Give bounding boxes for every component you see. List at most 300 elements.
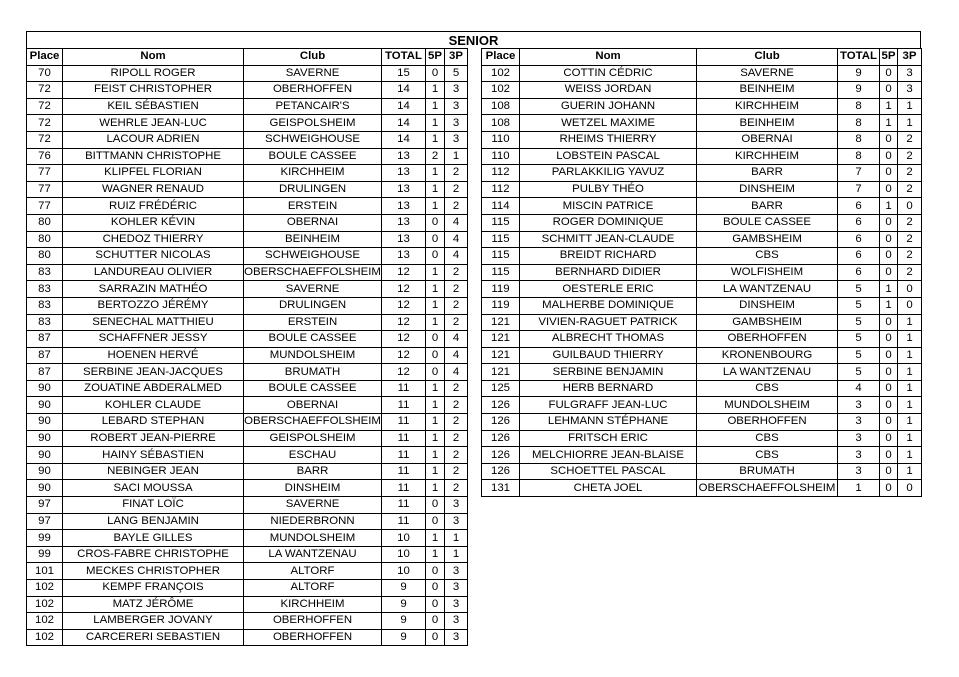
- cell-total: 11: [382, 414, 426, 431]
- table-row: [27, 314, 468, 331]
- header-name: Nom: [520, 49, 697, 66]
- cell-3p: 1: [445, 530, 468, 547]
- cell-club: MUNDOLSHEIM: [244, 347, 382, 364]
- cell-club: BOULE CASSEE: [697, 214, 838, 231]
- cell-3p: 3: [445, 497, 468, 514]
- cell-3p: 2: [445, 447, 468, 464]
- cell-club: BEINHEIM: [697, 82, 838, 99]
- cell-3p: 1: [898, 447, 922, 464]
- cell-5p: 0: [880, 480, 898, 497]
- cell-total: 9: [838, 65, 880, 82]
- cell-5p: 1: [426, 463, 445, 480]
- cell-place: 90: [27, 414, 63, 431]
- cell-name: SCHUTTER NICOLAS: [63, 248, 244, 265]
- cell-3p: 1: [898, 430, 922, 447]
- cell-name: MELCHIORRE JEAN-BLAISE: [520, 447, 697, 464]
- cell-5p: 0: [880, 364, 898, 381]
- cell-club: SAVERNE: [244, 497, 382, 514]
- cell-name: WETZEL MAXIME: [520, 115, 697, 132]
- tables-area: [26, 48, 921, 648]
- cell-5p: 1: [426, 480, 445, 497]
- table-row: [27, 248, 468, 265]
- cell-total: 10: [382, 546, 426, 563]
- cell-total: 15: [382, 65, 426, 82]
- cell-3p: 1: [898, 380, 922, 397]
- cell-name: ROBERT JEAN-PIERRE: [63, 430, 244, 447]
- cell-3p: 4: [445, 364, 468, 381]
- cell-name: ALBRECHT THOMAS: [520, 331, 697, 348]
- header-5p: 5P: [426, 49, 445, 66]
- table-row: [27, 580, 468, 597]
- cell-club: CBS: [697, 248, 838, 265]
- cell-club: BOULE CASSEE: [244, 331, 382, 348]
- table-row: [27, 414, 468, 431]
- cell-5p: 1: [880, 198, 898, 215]
- table-row: [27, 214, 468, 231]
- cell-5p: 2: [426, 148, 445, 165]
- cell-name: LEHMANN STÉPHANE: [520, 414, 697, 431]
- cell-place: 83: [27, 281, 63, 298]
- cell-3p: 3: [445, 580, 468, 597]
- cell-name: HAINY SÉBASTIEN: [63, 447, 244, 464]
- cell-total: 9: [382, 580, 426, 597]
- cell-club: BRUMATH: [697, 463, 838, 480]
- cell-club: SCHWEIGHOUSE: [244, 131, 382, 148]
- table-row: [482, 231, 922, 248]
- cell-place: 97: [27, 497, 63, 514]
- cell-5p: 1: [426, 115, 445, 132]
- cell-3p: 2: [898, 165, 922, 182]
- cell-5p: 1: [426, 447, 445, 464]
- cell-club: ESCHAU: [244, 447, 382, 464]
- cell-club: MUNDOLSHEIM: [244, 530, 382, 547]
- cell-name: BREIDT RICHARD: [520, 248, 697, 265]
- cell-club: ERSTEIN: [244, 198, 382, 215]
- cell-total: 3: [838, 447, 880, 464]
- table-row: [27, 65, 468, 82]
- table-row: [27, 198, 468, 215]
- cell-club: SAVERNE: [697, 65, 838, 82]
- cell-total: 14: [382, 82, 426, 99]
- header-club: Club: [697, 49, 838, 66]
- cell-club: GEISPOLSHEIM: [244, 430, 382, 447]
- cell-5p: 0: [426, 613, 445, 630]
- cell-place: 87: [27, 331, 63, 348]
- cell-club: BRUMATH: [244, 364, 382, 381]
- cell-total: 3: [838, 414, 880, 431]
- cell-name: LANG BENJAMIN: [63, 513, 244, 530]
- table-row: [27, 231, 468, 248]
- cell-name: SARRAZIN MATHÉO: [63, 281, 244, 298]
- cell-club: ALTORF: [244, 580, 382, 597]
- cell-3p: 0: [898, 480, 922, 497]
- cell-total: 12: [382, 264, 426, 281]
- cell-total: 9: [382, 613, 426, 630]
- cell-name: SCHOETTEL PASCAL: [520, 463, 697, 480]
- cell-club: WOLFISHEIM: [697, 264, 838, 281]
- cell-5p: 0: [880, 165, 898, 182]
- cell-club: MUNDOLSHEIM: [697, 397, 838, 414]
- cell-3p: 1: [898, 463, 922, 480]
- cell-5p: 0: [880, 65, 898, 82]
- cell-3p: 2: [445, 181, 468, 198]
- table-row: [27, 264, 468, 281]
- cell-total: 10: [382, 563, 426, 580]
- cell-name: CHEDOZ THIERRY: [63, 231, 244, 248]
- cell-5p: 1: [426, 297, 445, 314]
- cell-total: 6: [838, 214, 880, 231]
- table-row: [27, 546, 468, 563]
- header-row: [482, 49, 922, 66]
- cell-name: FRITSCH ERIC: [520, 430, 697, 447]
- table-row: [482, 430, 922, 447]
- cell-3p: 2: [898, 181, 922, 198]
- cell-name: MECKES CHRISTOPHER: [63, 563, 244, 580]
- cell-club: BOULE CASSEE: [244, 148, 382, 165]
- cell-club: BOULE CASSEE: [244, 380, 382, 397]
- cell-club: NIEDERBRONN: [244, 513, 382, 530]
- sheet-title: SENIOR: [26, 31, 921, 48]
- table-row: [482, 181, 922, 198]
- cell-5p: 1: [426, 181, 445, 198]
- cell-total: 5: [838, 347, 880, 364]
- cell-total: 5: [838, 314, 880, 331]
- table-row: [27, 148, 468, 165]
- cell-place: 108: [482, 115, 520, 132]
- cell-total: 14: [382, 115, 426, 132]
- cell-total: 11: [382, 380, 426, 397]
- cell-3p: 1: [898, 347, 922, 364]
- cell-name: MISCIN PATRICE: [520, 198, 697, 215]
- cell-club: LA WANTZENAU: [697, 364, 838, 381]
- cell-5p: 1: [426, 198, 445, 215]
- cell-club: OBERNAI: [697, 131, 838, 148]
- cell-total: 8: [838, 115, 880, 132]
- cell-5p: 0: [880, 181, 898, 198]
- table-row: [27, 397, 468, 414]
- cell-3p: 3: [898, 65, 922, 82]
- cell-club: OBERSCHAEFFOLSHEIM: [697, 480, 838, 497]
- cell-3p: 4: [445, 331, 468, 348]
- header-club: Club: [244, 49, 382, 66]
- cell-name: ROGER DOMINIQUE: [520, 214, 697, 231]
- cell-place: 72: [27, 131, 63, 148]
- header-place: Place: [482, 49, 520, 66]
- cell-place: 102: [27, 596, 63, 613]
- cell-5p: 0: [426, 248, 445, 265]
- table-row: [482, 314, 922, 331]
- cell-place: 76: [27, 148, 63, 165]
- cell-place: 125: [482, 380, 520, 397]
- cell-5p: 0: [880, 131, 898, 148]
- cell-name: NEBINGER JEAN: [63, 463, 244, 480]
- table-row: [482, 198, 922, 215]
- cell-club: SCHWEIGHOUSE: [244, 248, 382, 265]
- cell-3p: 2: [898, 231, 922, 248]
- cell-5p: 1: [426, 98, 445, 115]
- table-row: [482, 148, 922, 165]
- cell-total: 14: [382, 131, 426, 148]
- cell-place: 72: [27, 82, 63, 99]
- cell-3p: 2: [445, 397, 468, 414]
- cell-3p: 2: [898, 248, 922, 265]
- cell-place: 80: [27, 214, 63, 231]
- cell-place: 102: [27, 629, 63, 646]
- cell-club: GAMBSHEIM: [697, 314, 838, 331]
- cell-club: OBERHOFFEN: [244, 82, 382, 99]
- cell-name: SCHAFFNER JESSY: [63, 331, 244, 348]
- cell-3p: 2: [898, 131, 922, 148]
- cell-place: 90: [27, 463, 63, 480]
- cell-name: WEISS JORDAN: [520, 82, 697, 99]
- cell-3p: 1: [898, 331, 922, 348]
- cell-5p: 0: [880, 314, 898, 331]
- cell-5p: 0: [880, 331, 898, 348]
- cell-total: 11: [382, 430, 426, 447]
- cell-total: 12: [382, 347, 426, 364]
- table-row: [27, 563, 468, 580]
- cell-3p: 2: [445, 297, 468, 314]
- table-row: [482, 248, 922, 265]
- cell-total: 7: [838, 165, 880, 182]
- header-total: TOTAL: [838, 49, 880, 66]
- header-name: Nom: [63, 49, 244, 66]
- table-row: [482, 347, 922, 364]
- header-3p: 3P: [445, 49, 468, 66]
- cell-total: 13: [382, 148, 426, 165]
- cell-5p: 0: [426, 513, 445, 530]
- cell-place: 90: [27, 430, 63, 447]
- cell-place: 126: [482, 447, 520, 464]
- cell-total: 11: [382, 497, 426, 514]
- cell-place: 112: [482, 181, 520, 198]
- cell-3p: 0: [898, 198, 922, 215]
- cell-club: KIRCHHEIM: [697, 148, 838, 165]
- cell-total: 6: [838, 264, 880, 281]
- cell-place: 126: [482, 463, 520, 480]
- cell-3p: 1: [898, 314, 922, 331]
- cell-3p: 2: [445, 480, 468, 497]
- table-row: [482, 281, 922, 298]
- table-row: [27, 364, 468, 381]
- table-row: [27, 596, 468, 613]
- cell-name: ZOUATINE ABDERALMED: [63, 380, 244, 397]
- results-table-left: [26, 48, 468, 646]
- cell-place: 115: [482, 214, 520, 231]
- cell-place: 102: [27, 580, 63, 597]
- cell-3p: 0: [898, 297, 922, 314]
- cell-total: 5: [838, 364, 880, 381]
- cell-name: BITTMANN CHRISTOPHE: [63, 148, 244, 165]
- cell-name: PARLAKKILIG YAVUZ: [520, 165, 697, 182]
- cell-total: 3: [838, 430, 880, 447]
- cell-club: ERSTEIN: [244, 314, 382, 331]
- cell-total: 10: [382, 530, 426, 547]
- cell-3p: 1: [898, 98, 922, 115]
- cell-total: 11: [382, 397, 426, 414]
- cell-5p: 0: [880, 347, 898, 364]
- cell-club: KRONENBOURG: [697, 347, 838, 364]
- cell-club: BARR: [697, 198, 838, 215]
- cell-3p: 2: [445, 165, 468, 182]
- cell-place: 97: [27, 513, 63, 530]
- cell-name: KOHLER KÉVIN: [63, 214, 244, 231]
- cell-5p: 1: [426, 281, 445, 298]
- cell-total: 5: [838, 331, 880, 348]
- cell-place: 115: [482, 248, 520, 265]
- cell-name: LACOUR ADRIEN: [63, 131, 244, 148]
- table-row: [27, 613, 468, 630]
- cell-3p: 4: [445, 347, 468, 364]
- cell-total: 9: [838, 82, 880, 99]
- cell-total: 11: [382, 513, 426, 530]
- cell-5p: 1: [426, 397, 445, 414]
- cell-5p: 1: [426, 380, 445, 397]
- cell-5p: 0: [426, 563, 445, 580]
- cell-5p: 0: [880, 447, 898, 464]
- cell-place: 83: [27, 297, 63, 314]
- cell-club: DINSHEIM: [244, 480, 382, 497]
- cell-total: 3: [838, 397, 880, 414]
- table-row: [482, 115, 922, 132]
- cell-place: 72: [27, 115, 63, 132]
- cell-place: 101: [27, 563, 63, 580]
- header-5p: 5P: [880, 49, 898, 66]
- table-row: [482, 331, 922, 348]
- cell-5p: 0: [426, 580, 445, 597]
- cell-total: 4: [838, 380, 880, 397]
- cell-3p: 1: [898, 115, 922, 132]
- cell-place: 112: [482, 165, 520, 182]
- header-3p: 3P: [898, 49, 922, 66]
- cell-total: 6: [838, 198, 880, 215]
- cell-3p: 2: [898, 264, 922, 281]
- cell-5p: 1: [426, 414, 445, 431]
- cell-total: 3: [838, 463, 880, 480]
- cell-place: 87: [27, 347, 63, 364]
- cell-place: 126: [482, 414, 520, 431]
- cell-name: LANDUREAU OLIVIER: [63, 264, 244, 281]
- cell-place: 83: [27, 264, 63, 281]
- cell-total: 14: [382, 98, 426, 115]
- cell-name: RIPOLL ROGER: [63, 65, 244, 82]
- cell-place: 121: [482, 364, 520, 381]
- header-place: Place: [27, 49, 63, 66]
- cell-3p: 3: [445, 596, 468, 613]
- table-row: [482, 82, 922, 99]
- cell-place: 115: [482, 264, 520, 281]
- cell-3p: 4: [445, 231, 468, 248]
- table-row: [27, 447, 468, 464]
- table-row: [27, 281, 468, 298]
- table-row: [482, 447, 922, 464]
- cell-place: 115: [482, 231, 520, 248]
- cell-name: SERBINE BENJAMIN: [520, 364, 697, 381]
- cell-5p: 1: [426, 430, 445, 447]
- cell-3p: 3: [445, 82, 468, 99]
- table-row: [27, 347, 468, 364]
- cell-place: 102: [482, 65, 520, 82]
- cell-place: 77: [27, 181, 63, 198]
- cell-3p: 3: [445, 513, 468, 530]
- cell-place: 110: [482, 148, 520, 165]
- cell-place: 119: [482, 281, 520, 298]
- cell-3p: 3: [445, 98, 468, 115]
- table-row: [27, 380, 468, 397]
- cell-5p: 0: [880, 82, 898, 99]
- cell-place: 99: [27, 530, 63, 547]
- cell-3p: 2: [445, 463, 468, 480]
- cell-place: 121: [482, 331, 520, 348]
- cell-place: 121: [482, 314, 520, 331]
- cell-5p: 0: [880, 214, 898, 231]
- cell-5p: 0: [880, 264, 898, 281]
- cell-name: WEHRLE JEAN-LUC: [63, 115, 244, 132]
- cell-3p: 2: [445, 198, 468, 215]
- table-row: [482, 165, 922, 182]
- cell-name: PULBY THÉO: [520, 181, 697, 198]
- cell-3p: 2: [445, 414, 468, 431]
- cell-3p: 2: [445, 264, 468, 281]
- header-total: TOTAL: [382, 49, 426, 66]
- cell-name: CARCERERI SEBASTIEN: [63, 629, 244, 646]
- table-row: [27, 480, 468, 497]
- table-row: [482, 397, 922, 414]
- table-row: [482, 463, 922, 480]
- cell-name: HERB BERNARD: [520, 380, 697, 397]
- table-row: [27, 497, 468, 514]
- cell-place: 72: [27, 98, 63, 115]
- cell-5p: 0: [880, 414, 898, 431]
- cell-place: 90: [27, 397, 63, 414]
- cell-place: 80: [27, 231, 63, 248]
- cell-total: 8: [838, 131, 880, 148]
- table-row: [27, 513, 468, 530]
- table-row: [27, 430, 468, 447]
- cell-club: OBERHOFFEN: [697, 414, 838, 431]
- cell-total: 12: [382, 331, 426, 348]
- cell-club: GEISPOLSHEIM: [244, 115, 382, 132]
- results-table-right: [481, 48, 922, 497]
- table-row: [482, 264, 922, 281]
- cell-place: 114: [482, 198, 520, 215]
- table-row: [27, 82, 468, 99]
- cell-5p: 1: [426, 131, 445, 148]
- cell-total: 5: [838, 281, 880, 298]
- cell-place: 110: [482, 131, 520, 148]
- cell-place: 108: [482, 98, 520, 115]
- cell-club: ALTORF: [244, 563, 382, 580]
- cell-name: SCHMITT JEAN-CLAUDE: [520, 231, 697, 248]
- cell-total: 12: [382, 364, 426, 381]
- cell-5p: 1: [426, 165, 445, 182]
- table-body-left: [27, 65, 468, 646]
- cell-name: RUIZ FRÉDÉRIC: [63, 198, 244, 215]
- cell-3p: 3: [445, 115, 468, 132]
- table-row: [482, 480, 922, 497]
- cell-club: BARR: [244, 463, 382, 480]
- cell-place: 126: [482, 430, 520, 447]
- table-row: [27, 297, 468, 314]
- cell-club: BARR: [697, 165, 838, 182]
- table-row: [482, 414, 922, 431]
- cell-club: KIRCHHEIM: [244, 165, 382, 182]
- cell-total: 12: [382, 297, 426, 314]
- cell-name: BERNHARD DIDIER: [520, 264, 697, 281]
- cell-name: BERTOZZO JÉRÉMY: [63, 297, 244, 314]
- cell-name: KOHLER CLAUDE: [63, 397, 244, 414]
- cell-3p: 2: [898, 148, 922, 165]
